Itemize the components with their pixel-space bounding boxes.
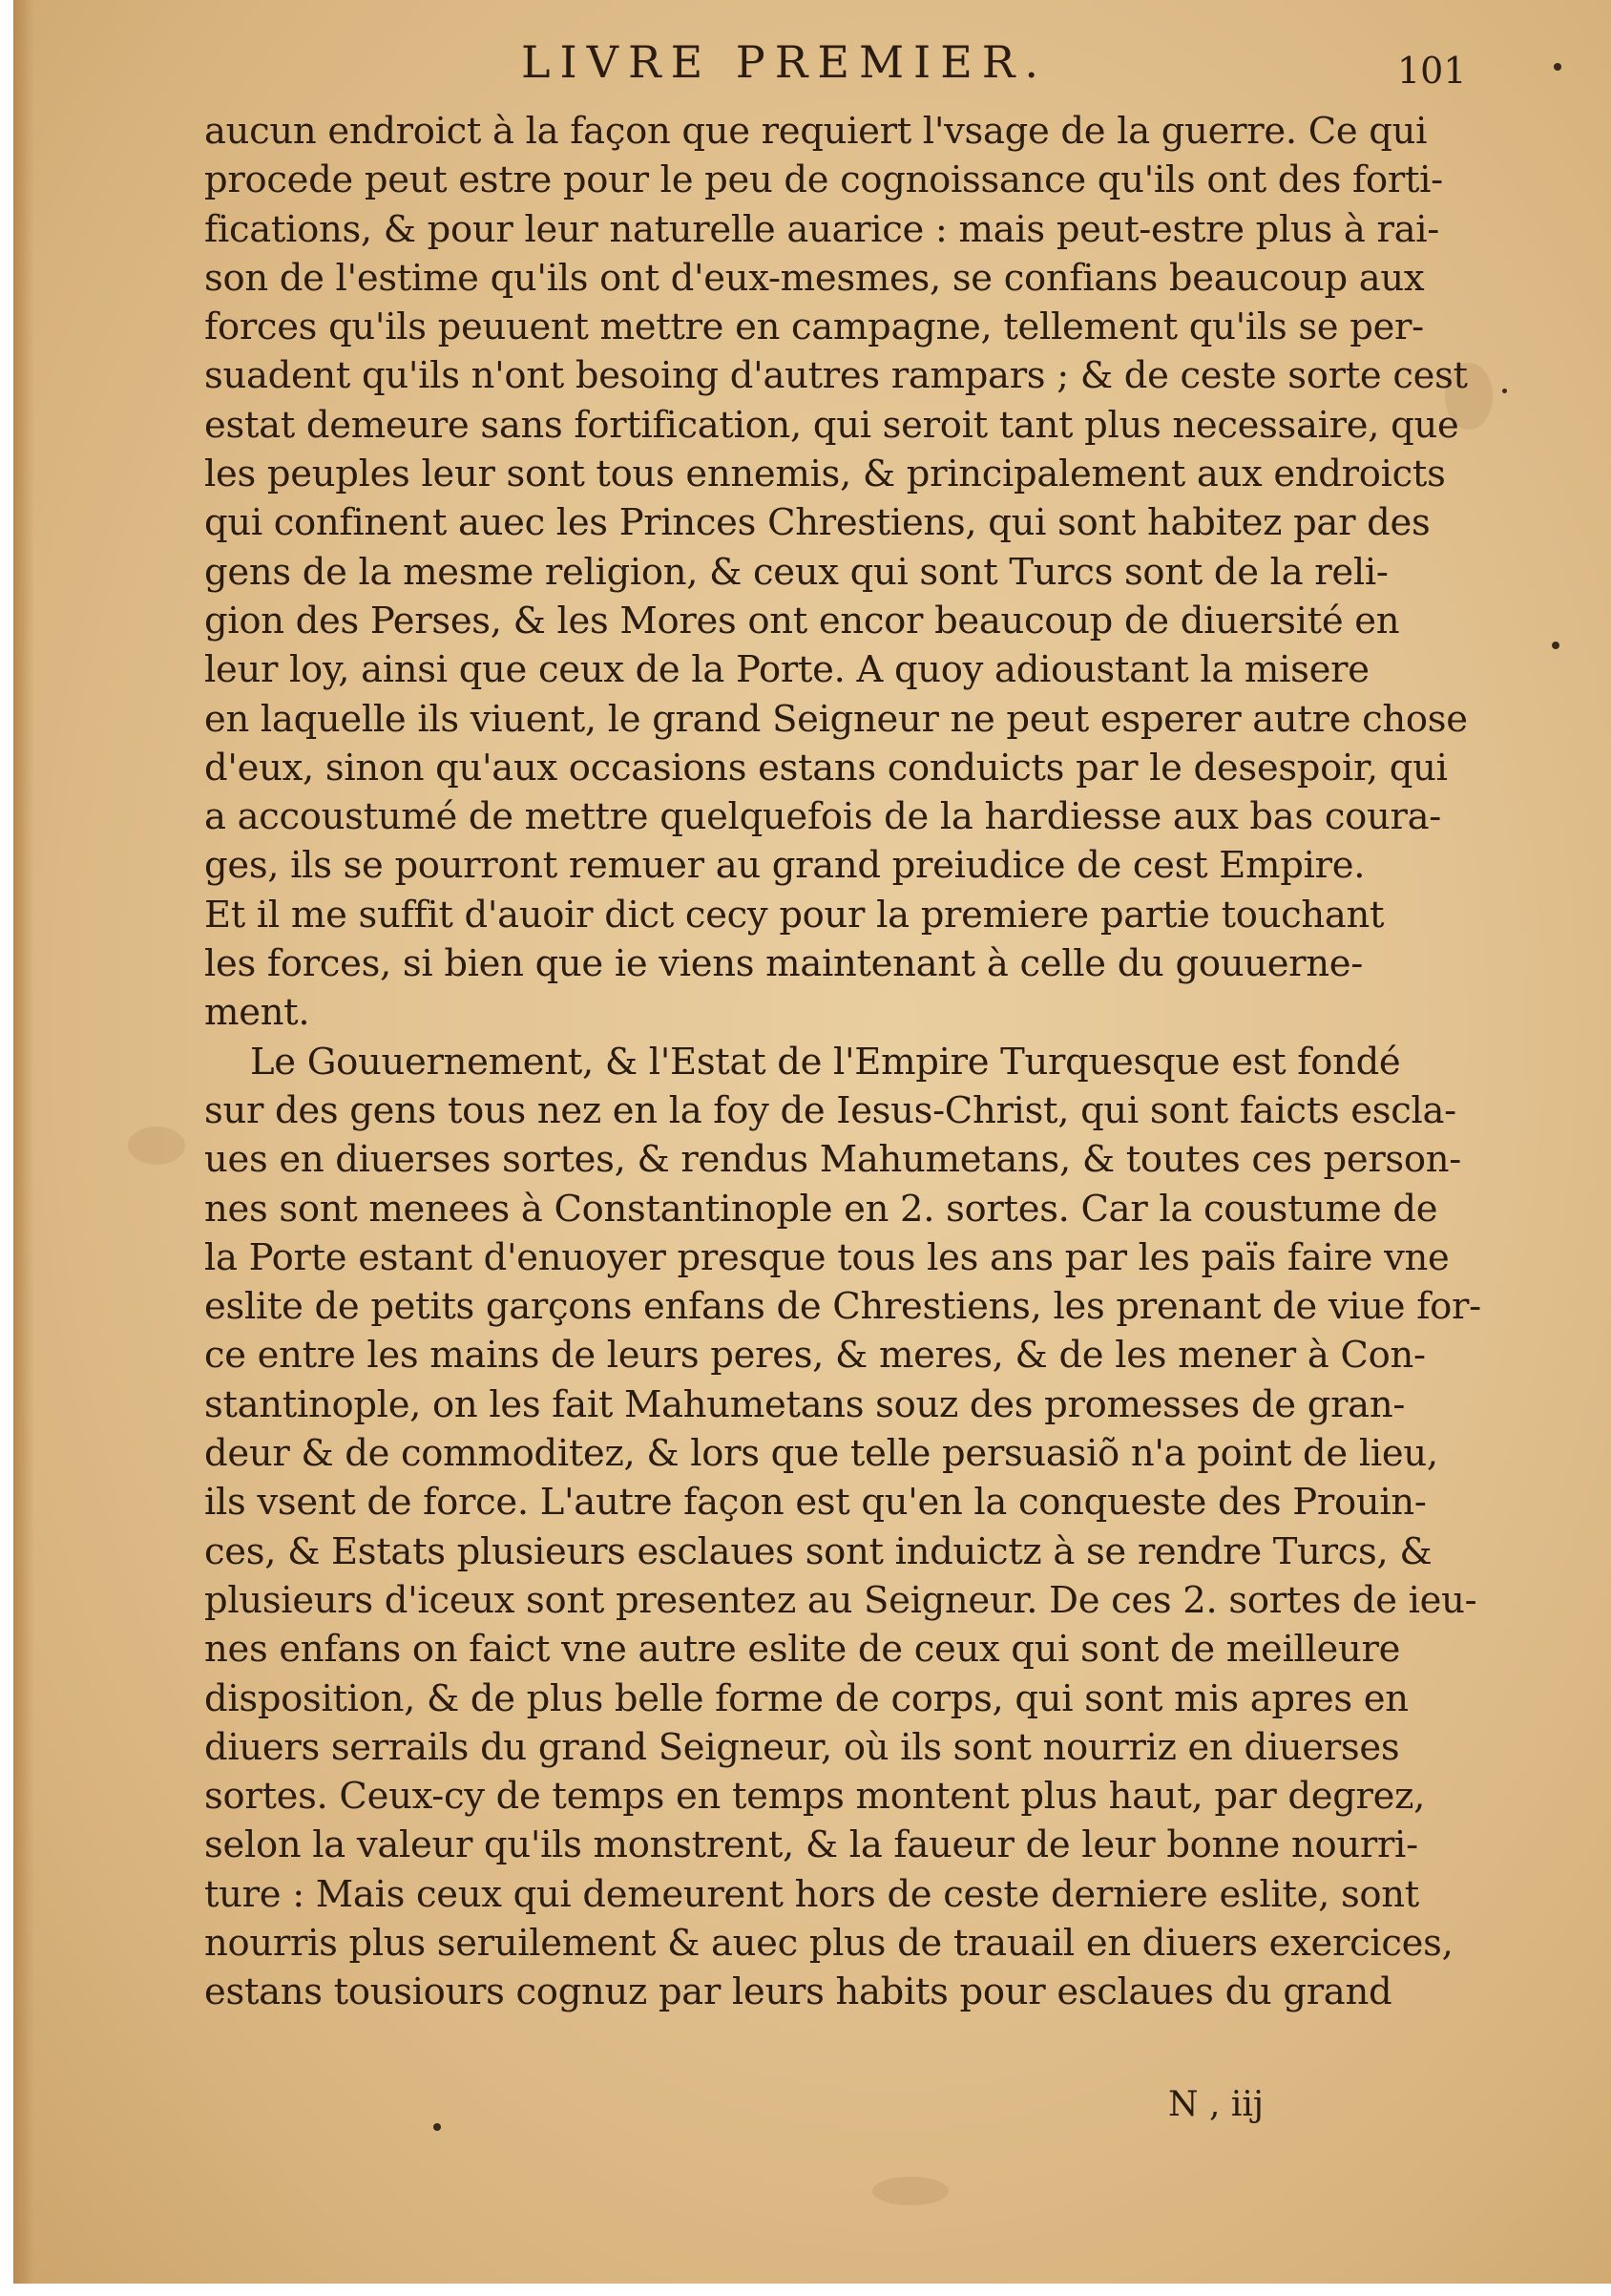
text-line: ges, ils se pourront remuer au grand preiudice de cest Empire. [204,844,1366,888]
text-line: les peuples leur sont tous ennemis, & principalement aux endroicts [204,453,1446,496]
page-number: 101 [1397,50,1467,92]
text-line: estans tousiours cognuz par leurs habits pour esclaues du grand [204,1970,1392,2014]
book-page [13,0,1611,2284]
text-line: plusieurs d'iceux sont presentez au Seigneur. De ces 2. sortes de ieu- [204,1578,1477,1622]
text-line: qui confinent auec les Princes Chrestiens, qui sont habitez par des [204,501,1431,545]
text-line: nourris plus seruilement & auec plus de trauail en diuers exercices, [204,1921,1454,1965]
text-line: son de l'estime qu'ils ont d'eux-mesmes, se confians beaucoup aux [204,256,1425,300]
text-line: ils vsent de force. L'autre façon est qu'en la conqueste des Prouin- [204,1481,1427,1525]
text-line: les forces, si bien que ie viens maintenant à celle du gouuerne- [204,942,1363,986]
text-line: deur & de commoditez, & lors que telle persuasiõ n'a point de lieu, [204,1432,1438,1476]
text-line: aucun endroict à la façon que requiert l'vsage de la guerre. Ce qui [204,110,1428,153]
text-line: disposition, & de plus belle forme de corps, qui sont mis apres en [204,1676,1409,1720]
body-text [204,107,1483,2017]
text-line: suadent qu'ils n'ont besoing d'autres rampars ; & de ceste sorte cest [204,354,1468,398]
text-line: estat demeure sans fortification, qui seroit tant plus necessaire, que [204,403,1459,447]
text-line: diuers serrails du grand Seigneur, où ils sont nourriz en diuerses [204,1725,1400,1769]
text-line: sortes. Ceux-cy de temps en temps montent plus haut, par degrez, [204,1775,1426,1819]
running-head: LIVRE PREMIER. [521,36,1049,88]
text-line: d'eux, sinon qu'aux occasions estans conduicts par le desespoir, qui [204,746,1448,790]
text-line: eslite de petits garçons enfans de Chrestiens, les prenant de viue for- [204,1285,1481,1329]
text-line: Et il me suffit d'auoir dict cecy pour la premiere partie touchant [204,893,1385,937]
text-line: leur loy, ainsi que ceux de la Porte. A quoy adioustant la misere [204,648,1370,692]
text-line: ture : Mais ceux qui demeurent hors de ceste derniere eslite, sont [204,1872,1419,1916]
text-line: forces qu'ils peuuent mettre en campagne, tellement qu'ils se per- [204,305,1424,349]
text-line: gion des Perses, & les Mores ont encor beaucoup de diuersité en [204,599,1400,642]
ink-speck [433,2123,441,2131]
text-line: stantinople, on les fait Mahumetans souz des promesses de gran- [204,1382,1406,1426]
text-line: sur des gens tous nez en la foy de Iesus-Christ, qui sont faicts escla- [204,1088,1456,1132]
paragraph-start-line: Le Gouuernement, & l'Estat de l'Empire Turquesque est fondé [250,1040,1401,1084]
ink-speck [1552,642,1559,649]
ink-speck [1554,63,1561,71]
text-line: nes enfans on faict vne autre eslite de ceux qui sont de meilleure [204,1628,1401,1672]
text-line: selon la valeur qu'ils monstrent, & la faueur de leur bonne nourri- [204,1823,1418,1867]
text-line: gens de la mesme religion, & ceux qui sont Turcs sont de la reli- [204,550,1389,594]
scanned-page [13,0,1611,2284]
text-line: ues en diuerses sortes, & rendus Mahumetans, & toutes ces person- [204,1138,1461,1182]
text-line: procede peut estre pour le peu de cognoissance qu'ils ont des forti- [204,158,1443,202]
ink-speck [1502,389,1507,393]
signature-mark: N , iij [1168,2085,1265,2124]
text-line: la Porte estant d'enuoyer presque tous les ans par les païs faire vne [204,1235,1450,1279]
text-line: ces, & Estats plusieurs esclaues sont induictz à se rendre Turcs, & [204,1529,1433,1573]
text-line: a accoustumé de mettre quelquefois de la hardiesse aux bas coura- [204,795,1441,839]
text-line: ce entre les mains de leurs peres, & meres, & de les mener à Con- [204,1334,1426,1378]
text-line: nes sont menees à Constantinople en 2. sortes. Car la coustume de [204,1187,1438,1231]
text-line: en laquelle ils viuent, le grand Seigneur ne peut esperer autre chose [204,697,1468,741]
text-line: ment. [204,991,310,1035]
text-line: fications, & pour leur naturelle auarice : mais peut-estre plus à rai- [204,207,1439,251]
